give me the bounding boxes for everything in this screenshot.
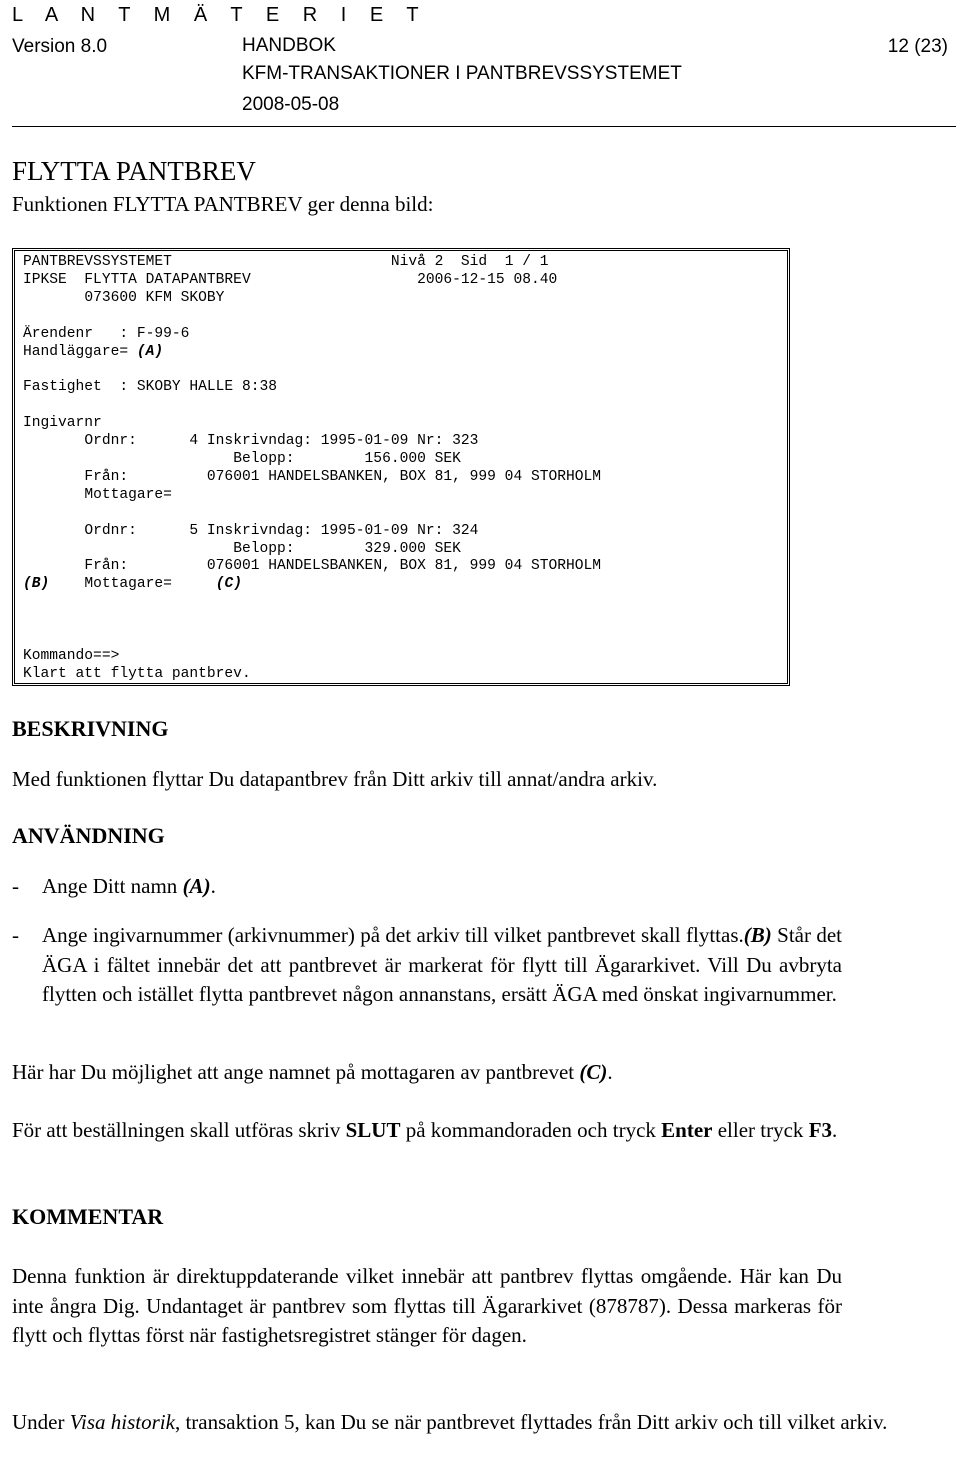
depositor-ref: (B)	[743, 923, 772, 947]
section-heading-usage: ANVÄNDNING	[12, 823, 165, 848]
command-prompt: Kommando==>	[23, 647, 120, 664]
terminal-system: PANTBREVSSYSTEMET	[23, 254, 172, 270]
page-number: 12 (23)	[887, 36, 948, 57]
handbook-label: HANDBOK	[242, 35, 336, 56]
terminal-level: Nivå 2	[390, 254, 444, 270]
handler-ref: (A)	[182, 874, 211, 898]
entry-2-ordnr: Ordnr: 5 Inskrivndag: 1995-01-09 Nr: 324	[84, 522, 479, 539]
property-line: Fastighet : SKOBY HALLE 8:38	[23, 379, 277, 396]
list-dash: -	[12, 874, 19, 898]
handbook-subtitle: KFM-TRANSAKTIONER I PANTBREVSSYSTEMET	[242, 63, 682, 84]
keyword-f3: F3	[808, 1118, 833, 1142]
recipient-ref: (C)	[579, 1060, 608, 1084]
recipient-field-ref: (C)	[215, 576, 242, 593]
description-text: Med funktionen flyttar Du datapantbrev från Ditt arkiv till annat/andra arkiv.	[12, 767, 658, 791]
usage-item-2-rest: Står det ÄGA i fältet innebär det att pantbrevet är markerat för flytt till Ägararkivet. Vill Du avbryta flytten och istället flytta pantbrevet någon annanstans, ersätt ÄGA med önskat ingivarnummer.	[42, 923, 843, 1006]
terminal-screen	[12, 248, 790, 686]
usage-item-2	[12, 921, 842, 1010]
terminal-text	[23, 254, 601, 684]
usage-item-2-text: Ange ingivarnummer (arkivnummer) på det arkiv till vilket pantbrevet skall flyttas.	[42, 923, 744, 947]
comment-text: Denna funktion är direktuppdaterande vilket innebär att pantbrev flyttas omgående. Här kan Du inte ångra Dig. Undantaget är pantbrev som flyttas till Ägararkivet (878787). Dessa markeras för flytt och flyttas först när fastighetsregistret stänger för dagen.	[12, 1264, 842, 1347]
entry-2-amount: Belopp: 329.000 SEK	[233, 540, 461, 557]
usage-item-1: - Ange Ditt namn (A).	[12, 872, 842, 902]
document-header	[242, 32, 682, 119]
history-paragraph: Under Visa historik, transaktion 5, kan Du se när pantbrevet flyttades från Ditt arkiv och till vilket arkiv.	[12, 1410, 888, 1434]
history-reference: Visa historik	[69, 1410, 175, 1434]
section-heading-comment: KOMMENTAR	[12, 1204, 164, 1229]
organization-name: L A N T M Ä T E R I E T	[12, 4, 428, 26]
recipient-paragraph: Här har Du möjlighet att ange namnet på mottagaren av pantbrevet (C).	[12, 1060, 613, 1084]
entry-2-recipient-label: Mottagare=	[84, 576, 172, 593]
document-date: 2008-05-08	[242, 94, 340, 115]
case-number: Ärendenr : F-99-6	[23, 325, 190, 342]
keyword-slut: SLUT	[345, 1118, 401, 1142]
entry-2-from: Från: 076001 HANDELSBANKEN, BOX 81, 999 04 STORHOLM	[84, 558, 602, 575]
version-label: Version 8.0	[12, 36, 108, 57]
depositor-field-ref: (B)	[23, 576, 50, 593]
page-title: FLYTTA PANTBREV	[12, 156, 256, 186]
list-dash: -	[12, 923, 19, 947]
terminal-datetime: 2006-12-15 08.40	[417, 271, 558, 288]
status-message: Klart att flytta pantbrev.	[23, 665, 251, 682]
handler-label: Handläggare=	[23, 343, 129, 360]
section-heading-description: BESKRIVNING	[12, 716, 169, 741]
handler-field-ref: (A)	[136, 343, 164, 360]
terminal-office: 073600 KFM SKOBY	[84, 289, 225, 306]
usage-item-1-text: Ange Ditt namn	[42, 874, 183, 898]
intro-text: Funktionen FLYTTA PANTBREV ger denna bild:	[12, 192, 434, 216]
entry-1-amount: Belopp: 156.000 SEK	[233, 450, 461, 467]
entry-1-ordnr: Ordnr: 4 Inskrivndag: 1995-01-09 Nr: 323	[84, 433, 479, 450]
keyword-enter: Enter	[661, 1118, 713, 1142]
entry-1-recipient-label: Mottagare=	[84, 486, 172, 503]
depositor-heading: Ingivarnr	[23, 415, 102, 432]
header-divider	[12, 126, 956, 127]
order-paragraph: För att beställningen skall utföras skriv SLUT på kommandoraden och tryck Enter eller tryck F3.	[12, 1118, 838, 1142]
terminal-page: Sid 1 / 1	[460, 254, 549, 270]
entry-1-from: Från: 076001 HANDELSBANKEN, BOX 81, 999 04 STORHOLM	[84, 468, 602, 485]
terminal-transaction: IPKSE FLYTTA DATAPANTBREV	[23, 271, 251, 288]
